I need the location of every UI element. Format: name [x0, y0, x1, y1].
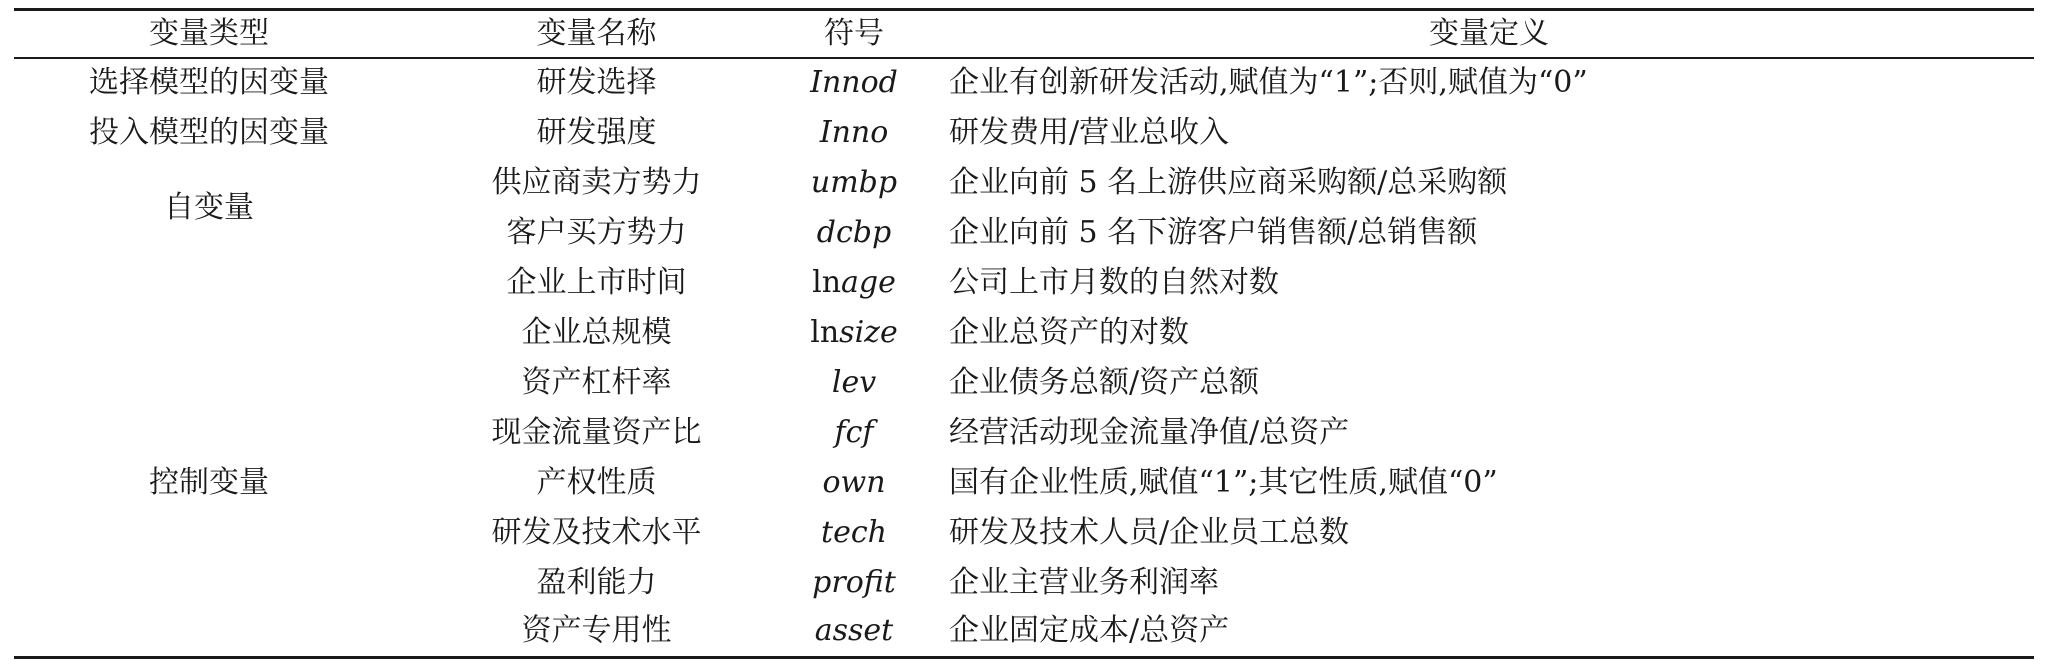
row-name: 现金流量资产比	[491, 415, 702, 450]
row-symbol: lnage	[812, 265, 896, 300]
row-name: 客户买方势力	[506, 215, 687, 250]
row-definition: 企业向前 5 名下游客户销售额/总销售额	[949, 215, 1478, 250]
header-variable-name: 变量名称	[536, 16, 657, 51]
row-name: 资产专用性	[521, 613, 672, 648]
row-symbol: own	[822, 465, 886, 500]
row-definition: 企业主营业务利润率	[949, 565, 1219, 600]
row-symbol: dcbp	[816, 215, 892, 250]
row-name: 供应商卖方势力	[491, 165, 702, 200]
group-label-control: 控制变量	[149, 465, 269, 500]
row-symbol: Innod	[810, 65, 898, 100]
row-name: 研发选择	[536, 65, 657, 100]
row-symbol: Inno	[819, 115, 889, 150]
row-definition: 研发费用/营业总收入	[949, 115, 1230, 150]
header-symbol: 符号	[824, 16, 884, 51]
row-symbol: lev	[831, 365, 877, 400]
row-symbol: profit	[812, 565, 896, 600]
row-definition: 企业固定成本/总资产	[949, 613, 1230, 648]
row-symbol: lnsize	[810, 315, 898, 350]
row-definition: 经营活动现金流量净值/总资产	[949, 415, 1350, 450]
row-name: 资产杠杆率	[521, 365, 672, 400]
row-definition: 企业债务总额/资产总额	[949, 365, 1260, 400]
header-definition: 变量定义	[1429, 16, 1549, 51]
group-label-input-dependent: 投入模型的因变量	[89, 115, 329, 150]
row-definition: 研发及技术人员/企业员工总数	[949, 515, 1350, 550]
row-name: 企业总规模	[521, 315, 672, 350]
row-definition: 企业总资产的对数	[949, 315, 1189, 350]
row-definition: 公司上市月数的自然对数	[949, 265, 1279, 300]
row-definition: 国有企业性质,赋值“1”;其它性质,赋值“0”	[949, 465, 1498, 500]
header-variable-type: 变量类型	[149, 16, 269, 51]
group-label-independent: 自变量	[164, 190, 254, 225]
row-symbol: asset	[814, 613, 894, 648]
row-symbol: umbp	[810, 165, 898, 200]
row-name: 盈利能力	[536, 565, 657, 600]
row-definition: 企业向前 5 名上游供应商采购额/总采购额	[949, 165, 1508, 200]
row-definition: 企业有创新研发活动,赋值为“1”;否则,赋值为“0”	[949, 65, 1588, 100]
row-symbol: tech	[821, 515, 887, 550]
bottom-rule	[14, 656, 2034, 659]
row-name: 研发强度	[536, 115, 657, 150]
row-name: 企业上市时间	[506, 265, 687, 300]
row-name: 产权性质	[536, 465, 657, 500]
row-symbol: fcf	[834, 415, 874, 450]
group-label-selection-dependent: 选择模型的因变量	[89, 65, 329, 100]
row-name: 研发及技术水平	[491, 515, 702, 550]
variable-definition-table	[14, 0, 2034, 672]
